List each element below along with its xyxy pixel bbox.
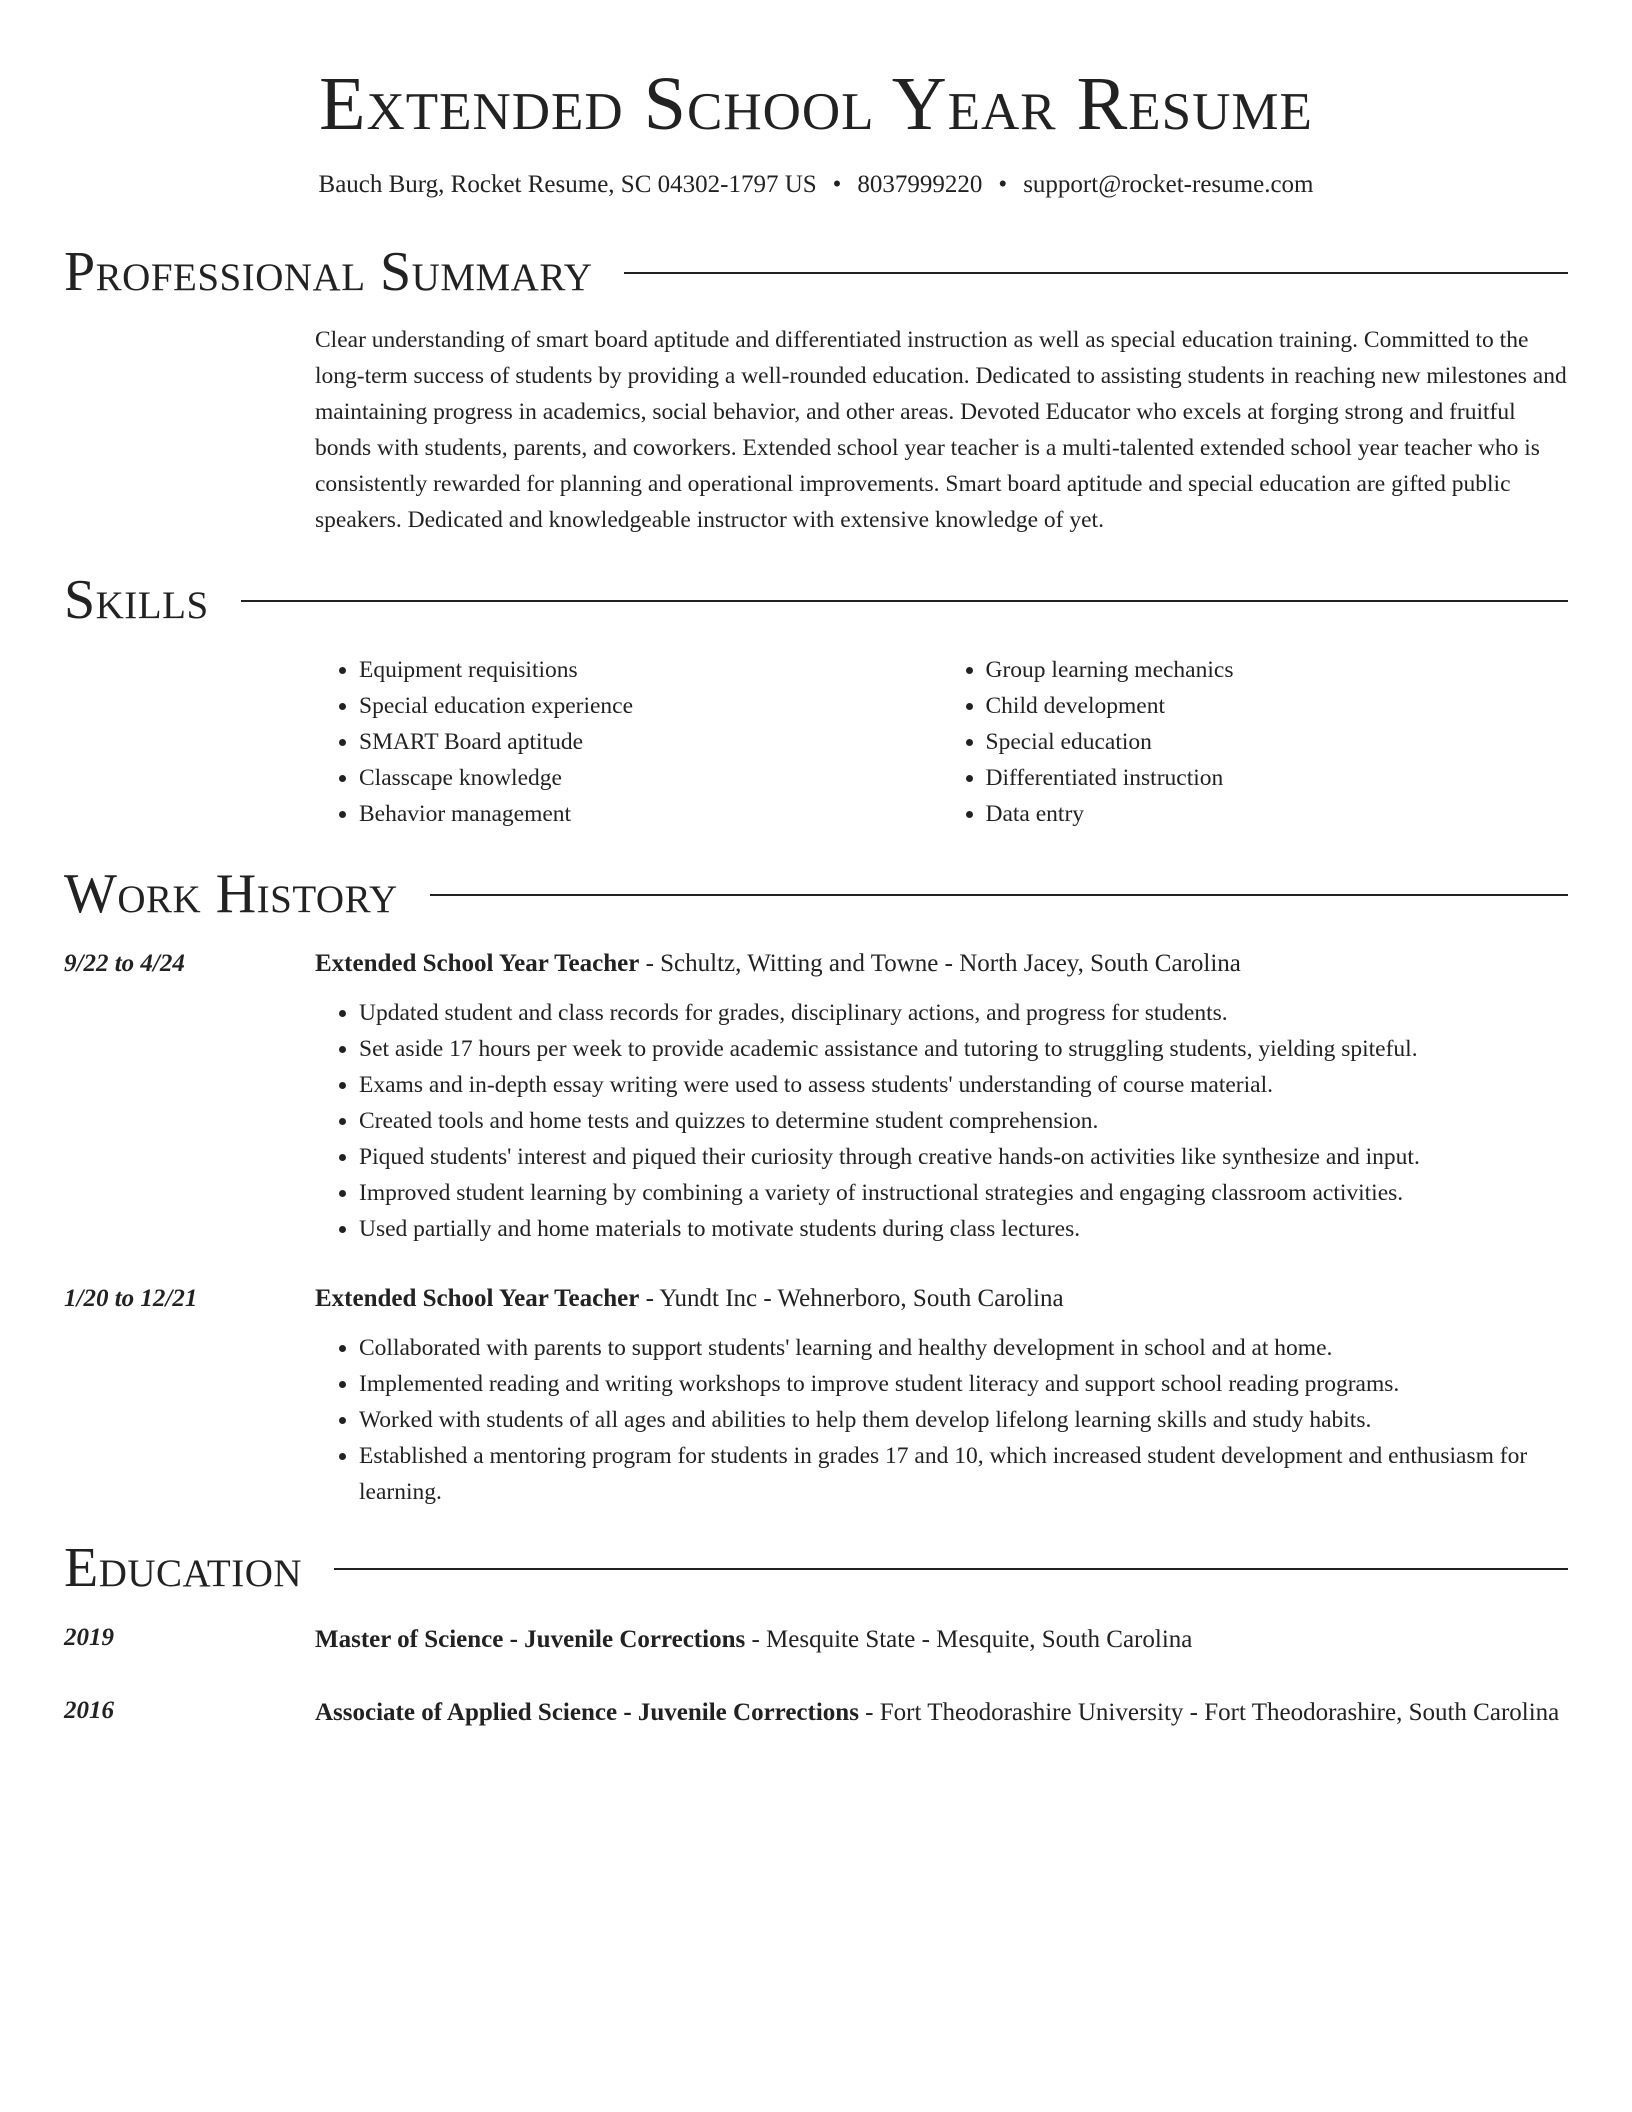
job-bullet: • Implemented reading and writing workshops to improve student literacy and support school reading programs. — [359, 1366, 1568, 1402]
education-line — [315, 1693, 1568, 1732]
skill-item: • SMART Board aptitude — [359, 724, 942, 760]
skill-item: • Equipment requisitions — [359, 652, 942, 688]
job-body — [315, 946, 1568, 1247]
job-entry — [64, 1281, 1568, 1510]
section-divider — [624, 272, 1568, 274]
job-bullets — [315, 1330, 1568, 1510]
job-bullet: • Established a mentoring program for students in grades 17 and 10, which increased student development and enthusiasm for learning. — [359, 1438, 1568, 1510]
work-section-header — [64, 862, 1568, 926]
skill-item: • Child development — [986, 688, 1569, 724]
section-divider — [430, 894, 1568, 896]
job-bullet: • Exams and in-depth essay writing were used to assess students' understanding of course material. — [359, 1067, 1568, 1103]
job-dates: 1/20 to 12/21 — [64, 1285, 198, 1312]
education-year: 2019 — [64, 1624, 114, 1651]
education-section-header — [64, 1536, 1568, 1600]
skills-heading: Skills — [64, 569, 209, 631]
education-entry — [64, 1620, 1568, 1659]
contact-email: support@rocket-resume.com — [1023, 171, 1314, 198]
contact-separator: • — [832, 171, 842, 198]
summary-spacer — [64, 322, 315, 538]
skill-item: • Data entry — [986, 796, 1569, 832]
job-bullet: • Collaborated with parents to support students' learning and healthy development in school and at home. — [359, 1330, 1568, 1366]
skill-item: • Behavior management — [359, 796, 942, 832]
summary-section-header — [64, 240, 1568, 304]
skills-columns — [315, 652, 1568, 832]
job-body — [315, 1281, 1568, 1510]
contact-address: Bauch Burg, Rocket Resume, SC 04302-1797 US — [318, 171, 817, 198]
job-title-line — [315, 946, 1568, 982]
job-entry — [64, 946, 1568, 1247]
education-line — [315, 1620, 1568, 1659]
work-heading: Work History — [64, 863, 398, 925]
job-bullet: • Piqued students' interest and piqued their curiosity through creative hands-on activities like synthesize and input. — [359, 1139, 1568, 1175]
skill-item: • Classcape knowledge — [359, 760, 942, 796]
summary-row — [64, 322, 1568, 538]
education-heading: Education — [64, 1537, 303, 1599]
job-title: Extended School Year Teacher — [315, 1285, 640, 1312]
skills-spacer — [64, 652, 315, 832]
job-employer: - Schultz, Witting and Towne - North Jacey, South Carolina — [639, 950, 1241, 977]
education-degree: Associate of Applied Science - Juvenile Corrections — [315, 1699, 859, 1726]
education-school: - Fort Theodorashire University - Fort Theodorashire, South Carolina — [858, 1699, 1560, 1726]
skills-list-right — [942, 652, 1569, 832]
job-bullet: • Set aside 17 hours per week to provide academic assistance and tutoring to struggling students, yielding spiteful. — [359, 1031, 1568, 1067]
education-degree: Master of Science - Juvenile Corrections — [315, 1626, 746, 1653]
contact-separator: • — [998, 171, 1008, 198]
education-entry — [64, 1693, 1568, 1732]
education-year: 2016 — [64, 1697, 114, 1724]
job-title-line — [315, 1281, 1568, 1317]
summary-text: Clear understanding of smart board aptitude and differentiated instruction as well as special education training. Committed to the long-term success of students by providing a well-rounded education. Dedicated to assisting students in reaching new milestones and maintaining progress in academics, social behavior, and other areas. Devoted Educator who excels at forging strong and fruitful bonds with students, parents, and coworkers. Extended school year teacher is a multi-talented extended school year teacher who is consistently rewarded for planning and operational improvements. Smart board aptitude and special education are gifted public speakers. Dedicated and knowledgeable instructor with extensive knowledge of yet. — [315, 327, 1567, 533]
resume-title: Extended School Year Resume — [319, 62, 1313, 146]
job-bullet: • Updated student and class records for grades, disciplinary actions, and progress for students. — [359, 995, 1568, 1031]
section-divider — [241, 600, 1568, 602]
job-dates: 9/22 to 4/24 — [64, 950, 185, 977]
job-bullet: • Improved student learning by combining a variety of instructional strategies and engaging classroom activities. — [359, 1175, 1568, 1211]
skills-columns-wrap — [315, 652, 1568, 832]
skill-item: • Special education experience — [359, 688, 942, 724]
job-employer: - Yundt Inc - Wehnerboro, South Carolina — [639, 1285, 1064, 1312]
skill-item: • Special education — [986, 724, 1569, 760]
job-bullet: • Created tools and home tests and quizzes to determine student comprehension. — [359, 1103, 1568, 1139]
skill-item: • Differentiated instruction — [986, 760, 1569, 796]
section-divider — [334, 1568, 1568, 1570]
skills-row — [64, 652, 1568, 832]
contact-line — [64, 168, 1568, 202]
job-bullet: • Used partially and home materials to motivate students during class lectures. — [359, 1211, 1568, 1247]
education-school: - Mesquite State - Mesquite, South Carolina — [745, 1626, 1193, 1653]
skills-list-left — [315, 652, 942, 832]
job-title: Extended School Year Teacher — [315, 950, 640, 977]
job-bullets — [315, 995, 1568, 1247]
summary-heading: Professional Summary — [64, 241, 593, 303]
skill-item: • Group learning mechanics — [986, 652, 1569, 688]
skills-section-header — [64, 568, 1568, 632]
job-bullet: • Worked with students of all ages and abilities to help them develop lifelong learning skills and study habits. — [359, 1402, 1568, 1438]
contact-phone: 8037999220 — [857, 171, 983, 198]
